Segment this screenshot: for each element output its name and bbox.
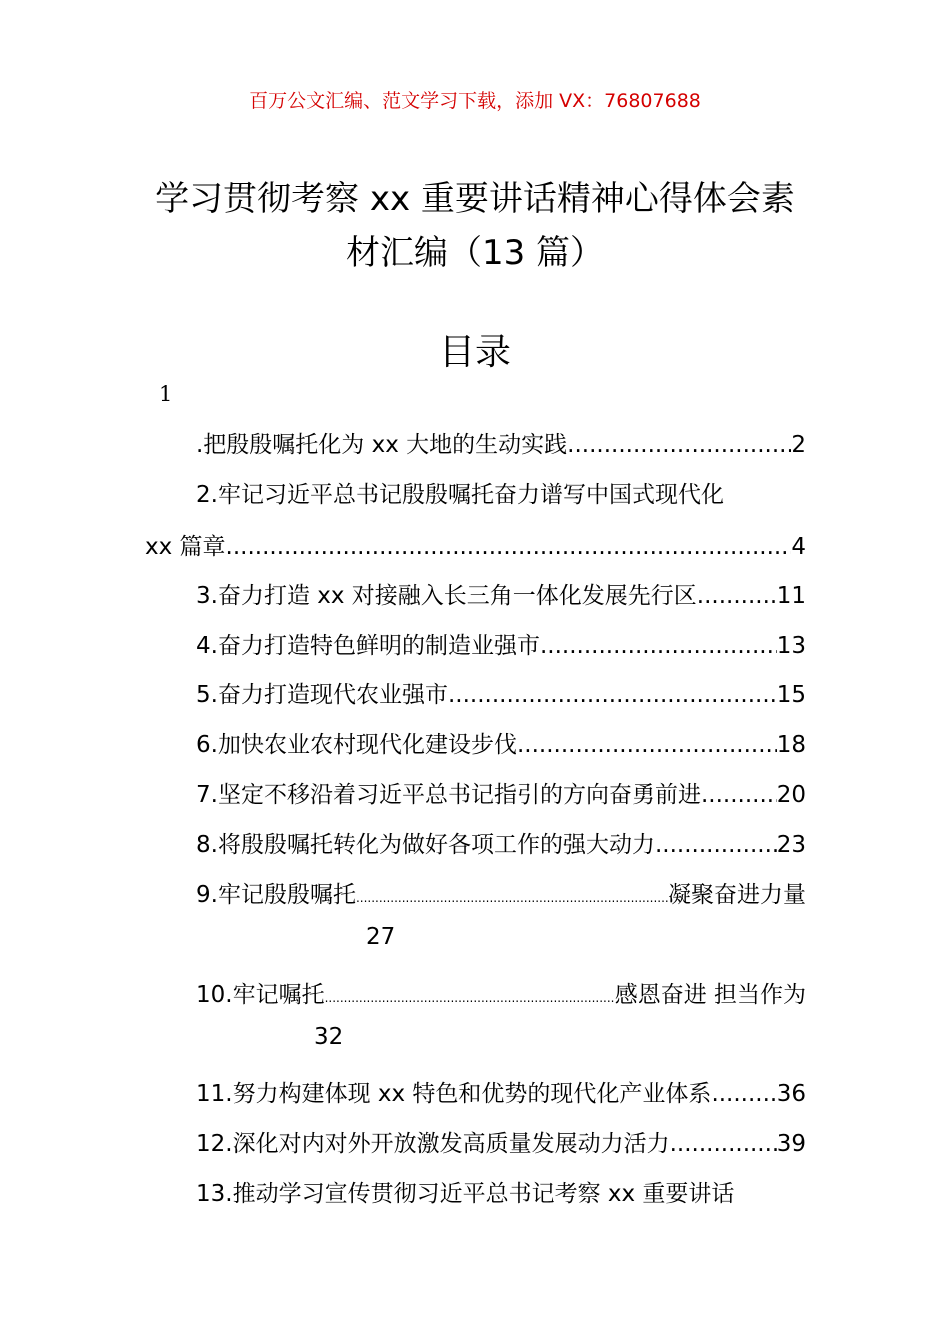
toc-entry-title-continued: xx 篇章 [145,534,226,560]
toc-entry-subtitle: 感恩奋进 担当作为 [614,982,806,1008]
toc-entry[interactable] [196,476,806,508]
page-marker: 1 [159,382,173,406]
dot-leader [670,1131,777,1157]
toc-entry[interactable] [196,676,806,708]
dot-leader [540,633,777,659]
promo-banner: 百万公文汇编、范文学习下载，添加 VX：76807688 [249,90,701,112]
toc-entry-title: 7.坚定不移沿着习近平总书记指引的方向奋勇前进 [196,782,701,808]
dot-leader [697,583,777,609]
toc-entry-title: 4.奋力打造特色鲜明的制造业强市 [196,633,540,659]
toc-entry-title: 6.加快农业农村现代化建设步伐 [196,732,517,758]
toc-entry-page: 15 [776,682,806,708]
dot-leader [711,1081,776,1107]
dot-leader [226,534,792,560]
title-line-2: 材汇编（13 篇） [345,233,605,273]
toc-entry[interactable] [196,627,806,659]
toc-entry-title: 2.牢记习近平总书记殷殷嘱托奋力谱写中国式现代化 [196,482,724,508]
toc-entry-page: 11 [776,583,806,609]
toc-entry-title: .把殷殷嘱托化为 xx 大地的生动实践 [196,432,568,458]
toc-entry[interactable] [196,826,806,858]
toc-entry[interactable] [196,1125,806,1157]
toc-entry-title: 3.奋力打造 xx 对接融入长三角一体化发展先行区 [196,583,697,609]
dot-leader [567,432,791,458]
toc-entry-page: 18 [776,732,806,758]
toc-entry-title: 9.牢记殷殷嘱托 [196,882,356,908]
toc-entry-page[interactable]: 27 [366,924,396,950]
toc-entry-page: 4 [791,534,806,560]
title-line-1: 学习贯彻考察 xx 重要讲话精神心得体会素 [155,179,795,219]
toc-entry-page: 2 [791,432,806,458]
toc-entry-page: 36 [776,1081,806,1107]
dot-leader [517,732,777,758]
toc-entry[interactable] [196,577,806,609]
toc-entry-page: 13 [776,633,806,659]
toc-entry-title: 5.奋力打造现代农业强市 [196,682,448,708]
document-title [120,172,830,280]
dot-leader [655,832,777,858]
toc-entry[interactable] [196,976,806,1008]
toc-entry-title: 11.努力构建体现 xx 特色和优势的现代化产业体系 [196,1081,712,1107]
toc-entry-page: 23 [776,832,806,858]
toc-entry-page: 20 [776,782,806,808]
toc-entry-title: 10.牢记嘱托 [196,982,325,1008]
toc-entry-continuation[interactable] [145,528,806,560]
dot-leader [448,682,777,708]
toc-entry[interactable] [196,776,806,808]
toc-entry[interactable] [196,876,806,908]
dot-leader [356,891,668,905]
toc-entry-page[interactable]: 32 [314,1024,344,1050]
toc-entry[interactable] [196,1175,806,1207]
toc-entry-title: 13.推动学习宣传贯彻习近平总书记考察 xx 重要讲话 [196,1181,735,1207]
toc-entry[interactable] [196,726,806,758]
dot-leader [325,991,615,1005]
toc-entry[interactable] [196,1075,806,1107]
toc-entry-page: 39 [776,1131,806,1157]
dot-leader [701,782,777,808]
toc-entry-title: 8.将殷殷嘱托转化为做好各项工作的强大动力 [196,832,655,858]
toc-entry-subtitle: 凝聚奋进力量 [668,882,806,908]
toc-entry-title: 12.深化对内对外开放激发高质量发展动力活力 [196,1131,670,1157]
toc-heading: 目录 [438,332,511,373]
toc-entry[interactable] [196,426,806,458]
